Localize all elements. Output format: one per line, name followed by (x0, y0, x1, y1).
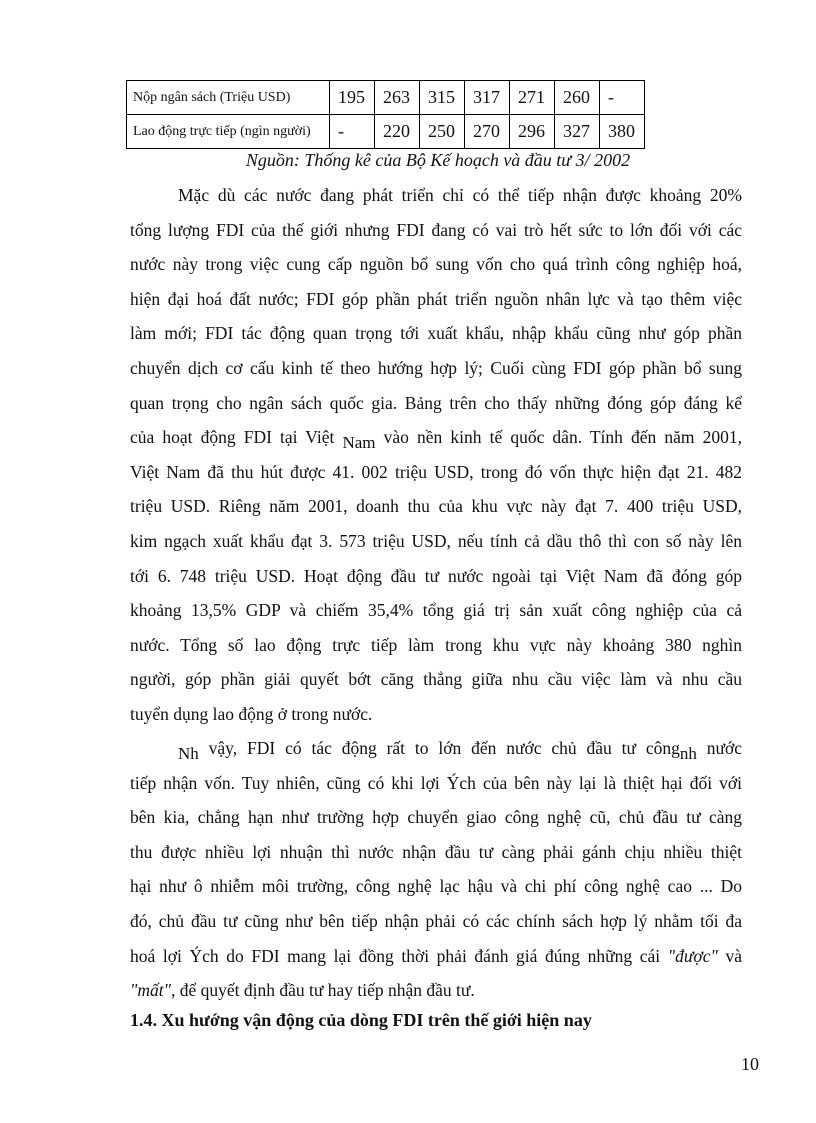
text-line: người, góp phần giải quyết bớt căng thẳng giữa nhu cầu việc làm và nhu cầu (130, 669, 742, 690)
text-line: bên kia, chẳng hạn như trường hợp chuyển giao công nghệ cũ, chủ đầu tư càng (130, 807, 742, 828)
subscript-fragment: nh (679, 744, 697, 763)
table-cell: - (600, 81, 645, 115)
table-cell: 380 (600, 115, 645, 149)
table-cell: 271 (510, 81, 555, 115)
text-line: khoảng 13,5% GDP và chiếm 35,4% tổng giá trị sản xuất công nghiệp của cả (130, 600, 742, 621)
table-cell: - (330, 115, 375, 149)
text-line: tổng lượng FDI của thế giới nhưng FDI đang có vai trò hết sức to lớn đối với các (130, 219, 742, 240)
text-line (130, 731, 742, 766)
table-cell: 260 (555, 81, 600, 115)
text-fragment: vậy, FDI có tác động rất to lớn đến nước chủ đầu tư công (198, 738, 680, 758)
text-line: nước. Tổng số lao động trực tiếp làm trong khu vực này khoảng 380 nghìn (130, 634, 742, 655)
row-label: Nộp ngân sách (Triệu USD) (127, 81, 330, 115)
text-line: Mặc dù các nước đang phát triển chỉ có thể tiếp nhận được khoảng 20% (178, 185, 742, 205)
text-line: triệu USD. Riêng năm 2001, doanh thu của khu vực này đạt 7. 400 triệu USD, (130, 496, 742, 517)
statistics-table (126, 80, 645, 149)
text-line: làm mới; FDI tác động quan trọng tới xuất khẩu, nhập khẩu cũng như góp phần (130, 323, 742, 344)
text-fragment: , để quyết định đầu tư hay tiếp nhận đầu tư. (170, 980, 475, 1001)
table-source-note: Nguồn: Thống kê của Bộ Kế hoạch và đầu tư 3/ 2002 (245, 150, 631, 170)
page-number: 10 (741, 1054, 759, 1074)
table-cell: 250 (420, 115, 465, 149)
table-cell: 317 (465, 81, 510, 115)
paragraph-fdi-impact (130, 731, 742, 1008)
text-line (130, 939, 742, 974)
text-line (130, 420, 742, 455)
text-line: tới 6. 748 triệu USD. Hoạt động đầu tư nước ngoài tại Việt Nam đã đóng góp (130, 565, 742, 586)
text-line: thu được nhiều lợi nhuận thì nước nhận đầu tư càng phải gánh chịu nhiều thiệt (130, 841, 742, 862)
paragraph-fdi-role (130, 178, 742, 732)
subscript-fragment: Nh (178, 744, 199, 763)
table-cell: 263 (375, 81, 420, 115)
table-cell: 195 (330, 81, 375, 115)
italic-fragment: "mất" (130, 980, 171, 1001)
table-cell: 220 (375, 115, 420, 149)
text-line: hiện đại hoá đất nước; FDI góp phần phát triển nguồn nhân lực và tạo thêm việc (130, 288, 742, 309)
row-label: Lao động trực tiếp (ngìn người) (127, 115, 330, 149)
text-line: đó, chủ đầu tư cũng như bên tiếp nhận phải có các chính sách hợp lý nhằm tối đa (130, 910, 742, 931)
subscript-fragment: Nam (342, 433, 376, 453)
text-fragment: của hoạt động FDI tại Việt (130, 427, 343, 448)
text-line: quan trọng cho ngân sách quốc gia. Bảng trên cho thấy những đóng góp đáng kể (130, 392, 742, 413)
text-line: Việt Nam đã thu hút được 41. 002 triệu USD, trong đó vốn thực hiện đạt 21. 482 (130, 461, 742, 482)
text-fragment: và (717, 945, 742, 966)
table-cell: 296 (510, 115, 555, 149)
text-line: tiếp nhận vốn. Tuy nhiên, cũng có khi lợi Ých của bên này lại là thiệt hại đối với (130, 772, 742, 793)
text-line (130, 973, 742, 1008)
table-cell: 315 (420, 81, 465, 115)
section-heading: 1.4. Xu hướng vận động của dòng FDI trên thế giới hiện nay (130, 1010, 592, 1030)
text-fragment: vào nền kinh tế quốc dân. Tính đến năm 2001, (375, 427, 742, 448)
table-row (127, 81, 645, 115)
text-fragment: hoá lợi Ých do FDI mang lại đồng thời phải đánh giá đúng những cái (130, 945, 668, 966)
text-line: hại như ô nhiễm môi trường, công nghệ lạc hậu và chi phí công nghệ cao ... Do (130, 876, 742, 897)
text-line: nước này trong việc cung cấp nguồn bổ sung vốn cho quá trình công nghiệp hoá, (130, 254, 742, 275)
table-row (127, 115, 645, 149)
text-line: chuyển dịch cơ cấu kinh tế theo hướng hợp lý; Cuối cùng FDI góp phần bổ sung (130, 357, 742, 378)
text-fragment: nước (696, 738, 742, 758)
text-line: kim ngạch xuất khẩu đạt 3. 573 triệu USD, nếu tính cả dầu thô thì con số này lên (130, 530, 742, 551)
italic-fragment: "được" (667, 945, 718, 966)
table-cell: 270 (465, 115, 510, 149)
table-cell: 327 (555, 115, 600, 149)
text-line: tuyển dụng lao động ở trong nước. (130, 703, 373, 724)
